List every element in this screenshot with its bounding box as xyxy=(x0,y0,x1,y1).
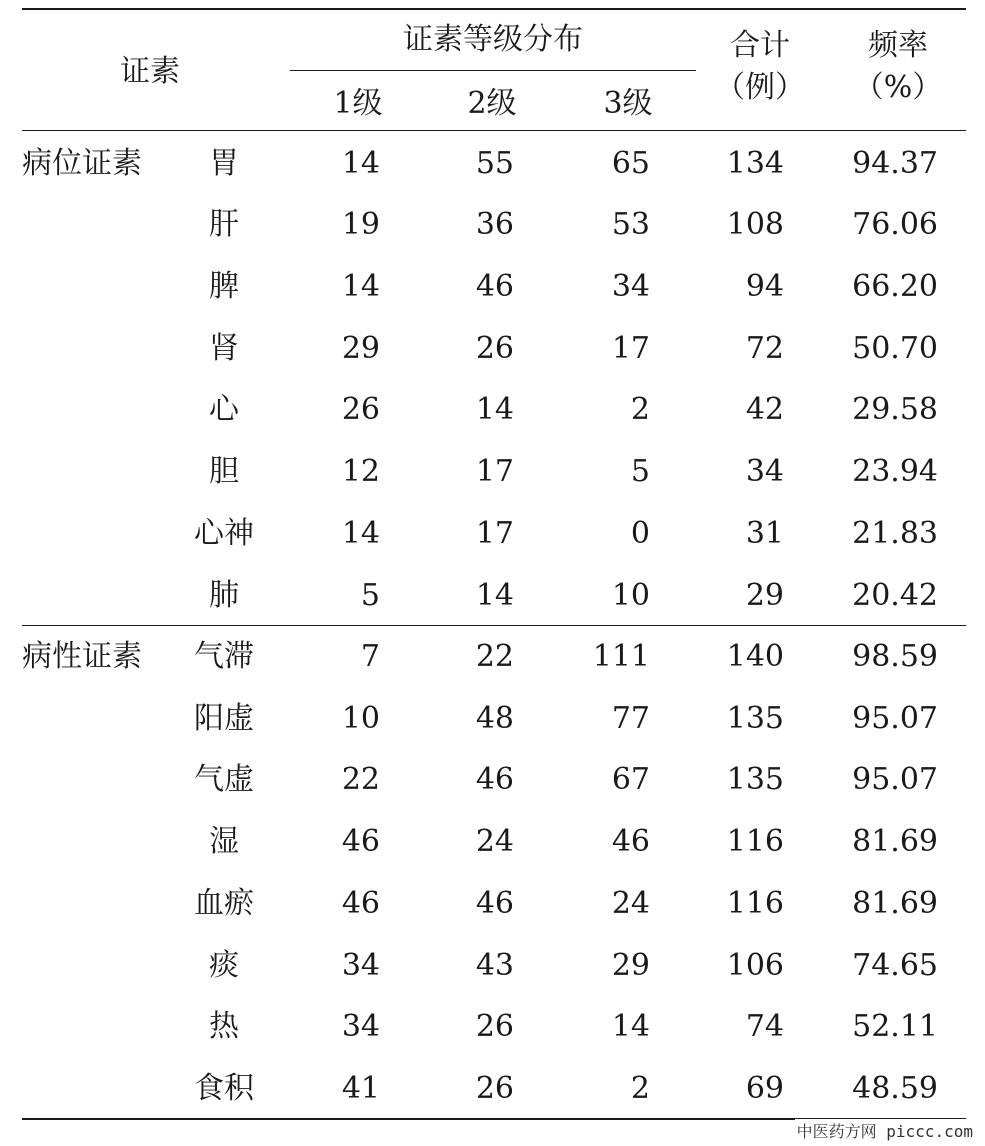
header-bottom-rule xyxy=(22,130,966,131)
grade-1-count: 19 xyxy=(341,207,380,242)
group-label: 病位证素 xyxy=(22,146,142,181)
frequency: 20.42 xyxy=(852,578,938,613)
total-count: 106 xyxy=(726,948,784,983)
frequency: 94.37 xyxy=(852,146,938,181)
total-count: 140 xyxy=(726,639,784,674)
frequency: 21.83 xyxy=(852,516,938,551)
grade-3-count: 67 xyxy=(611,762,650,797)
grade-2-count: 46 xyxy=(475,762,514,797)
frequency: 74.65 xyxy=(852,948,938,983)
grade-3-count: 24 xyxy=(611,886,650,921)
grade-3-count: 46 xyxy=(611,824,650,859)
group-divider-rule xyxy=(22,625,966,626)
grade-2-count: 17 xyxy=(475,454,514,489)
grade-3-count: 17 xyxy=(611,331,650,366)
grade-2-count: 46 xyxy=(475,886,514,921)
grade-2-count: 43 xyxy=(475,948,514,983)
syndrome-name: 心 xyxy=(209,392,239,427)
total-count: 116 xyxy=(726,886,784,921)
grade-2-count: 26 xyxy=(475,331,514,366)
grade-1-count: 5 xyxy=(360,578,380,613)
total-header: 合计 xyxy=(730,28,790,63)
total-count: 69 xyxy=(745,1071,784,1106)
grade-3-count: 53 xyxy=(611,207,650,242)
grade-1-count: 12 xyxy=(341,454,380,489)
frequency: 48.59 xyxy=(852,1071,938,1106)
total-count: 72 xyxy=(745,331,784,366)
grade-2-count: 55 xyxy=(475,146,514,181)
grade-2-count: 48 xyxy=(475,701,514,736)
frequency: 95.07 xyxy=(852,701,938,736)
grade-1-count: 10 xyxy=(341,701,380,736)
syndrome-name: 热 xyxy=(209,1009,239,1044)
grade-2-count: 22 xyxy=(475,639,514,674)
freq-unit: （%） xyxy=(853,70,943,105)
syndrome-name: 胆 xyxy=(209,454,239,489)
grade-3-count: 10 xyxy=(611,578,650,613)
syndrome-name: 肝 xyxy=(209,207,239,242)
total-count: 108 xyxy=(726,207,784,242)
syndrome-name: 气滞 xyxy=(194,639,254,674)
grade-3-count: 34 xyxy=(611,269,650,304)
group-label: 病性证素 xyxy=(22,639,142,674)
grade-1-count: 14 xyxy=(341,516,380,551)
total-count: 135 xyxy=(726,701,784,736)
grade-3-count: 0 xyxy=(630,516,650,551)
syndrome-header: 证素 xyxy=(120,54,180,89)
grade-2-count: 26 xyxy=(475,1071,514,1106)
total-count: 34 xyxy=(745,454,784,489)
total-count: 29 xyxy=(745,578,784,613)
freq-header: 频率 xyxy=(868,28,928,63)
grade-3-count: 2 xyxy=(630,1071,650,1106)
grade-2-count: 36 xyxy=(475,207,514,242)
frequency: 81.69 xyxy=(852,824,938,859)
syndrome-name: 痰 xyxy=(209,948,239,983)
frequency: 81.69 xyxy=(852,886,938,921)
grade-3-count: 2 xyxy=(630,392,650,427)
top-rule xyxy=(22,8,966,10)
frequency: 52.11 xyxy=(852,1009,938,1044)
syndrome-name: 肺 xyxy=(209,578,239,613)
total-count: 42 xyxy=(745,392,784,427)
grade-1-count: 34 xyxy=(341,1009,380,1044)
syndrome-name: 肾 xyxy=(209,331,239,366)
total-count: 134 xyxy=(726,146,784,181)
total-unit: （例） xyxy=(715,70,805,105)
frequency: 76.06 xyxy=(852,207,938,242)
grade-1-count: 7 xyxy=(360,639,380,674)
grade-1-count: 22 xyxy=(341,762,380,797)
grade-3-count: 77 xyxy=(611,701,650,736)
grade-1-header: 1级 xyxy=(333,86,383,121)
syndrome-name: 心神 xyxy=(194,516,254,551)
watermark: 中医药方网 piccc.com xyxy=(795,1119,975,1142)
grade-group-header: 证素等级分布 xyxy=(403,22,583,57)
total-count: 94 xyxy=(745,269,784,304)
frequency: 66.20 xyxy=(852,269,938,304)
grade-1-count: 34 xyxy=(341,948,380,983)
syndrome-name: 食积 xyxy=(194,1071,254,1106)
grade-2-count: 14 xyxy=(475,578,514,613)
grade-2-count: 17 xyxy=(475,516,514,551)
frequency: 98.59 xyxy=(852,639,938,674)
grade-2-count: 46 xyxy=(475,269,514,304)
grade-2-header: 2级 xyxy=(467,86,517,121)
total-count: 135 xyxy=(726,762,784,797)
grade-3-count: 29 xyxy=(611,948,650,983)
total-count: 31 xyxy=(745,516,784,551)
grade-3-count: 5 xyxy=(630,454,650,489)
grade-3-header: 3级 xyxy=(603,86,653,121)
grade-2-count: 24 xyxy=(475,824,514,859)
syndrome-name: 气虚 xyxy=(194,762,254,797)
grade-1-count: 29 xyxy=(341,331,380,366)
syndrome-name: 湿 xyxy=(209,824,239,859)
syndrome-name: 阳虚 xyxy=(194,701,254,736)
grade-3-count: 14 xyxy=(611,1009,650,1044)
grade-1-count: 41 xyxy=(341,1071,380,1106)
total-count: 74 xyxy=(745,1009,784,1044)
syndrome-name: 血瘀 xyxy=(194,886,254,921)
grade-2-count: 14 xyxy=(475,392,514,427)
grade-1-count: 26 xyxy=(341,392,380,427)
grade-3-count: 65 xyxy=(611,146,650,181)
grade-1-count: 46 xyxy=(341,886,380,921)
frequency: 23.94 xyxy=(852,454,938,489)
syndrome-name: 胃 xyxy=(209,146,239,181)
grade-group-rule xyxy=(290,70,696,71)
grade-3-count: 111 xyxy=(592,639,650,674)
total-count: 116 xyxy=(726,824,784,859)
grade-1-count: 46 xyxy=(341,824,380,859)
grade-1-count: 14 xyxy=(341,269,380,304)
frequency: 29.58 xyxy=(852,392,938,427)
frequency: 50.70 xyxy=(852,331,938,366)
syndrome-name: 脾 xyxy=(209,269,239,304)
frequency: 95.07 xyxy=(852,762,938,797)
grade-1-count: 14 xyxy=(341,146,380,181)
grade-2-count: 26 xyxy=(475,1009,514,1044)
